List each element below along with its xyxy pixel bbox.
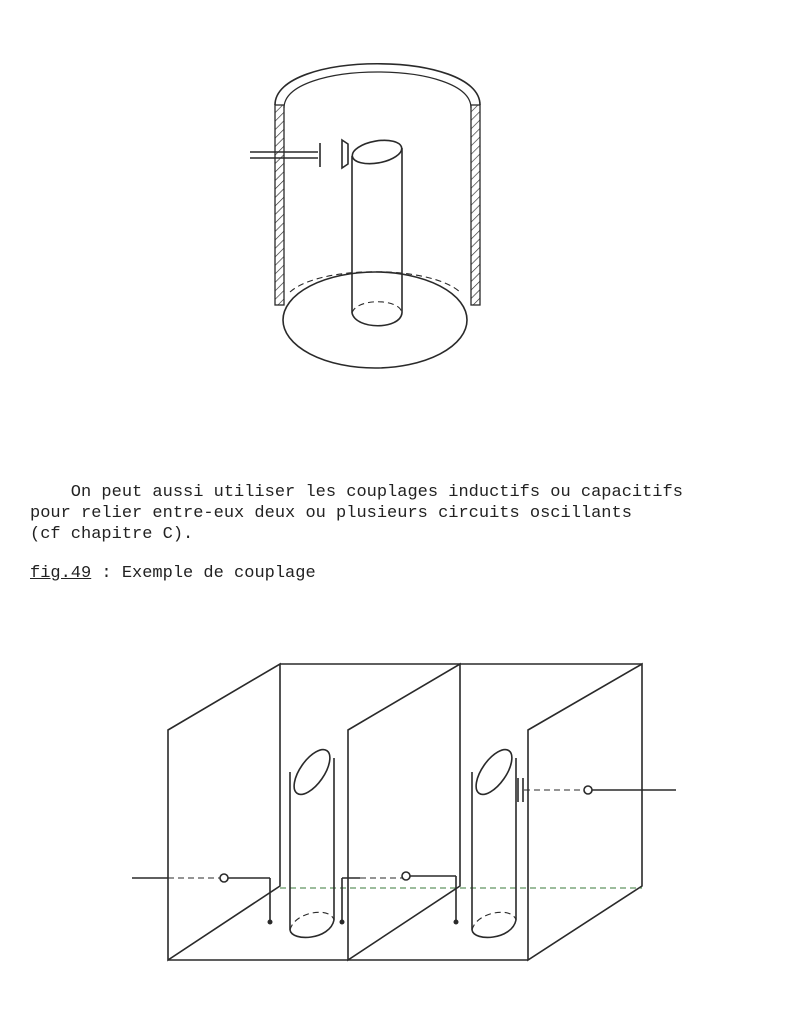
box-left-panel <box>168 664 280 960</box>
output-node <box>584 786 592 794</box>
paragraph-line-1: On peut aussi utiliser les couplages inductifs ou capacitifs <box>30 483 683 502</box>
figure-caption <box>30 563 316 584</box>
input-node <box>220 874 228 882</box>
coupling-left-ground <box>340 920 345 925</box>
cavity-resonator-diagram <box>230 30 510 380</box>
body-paragraph <box>30 482 780 545</box>
coupling-right-ground <box>454 920 459 925</box>
box-middle-partition <box>348 664 460 960</box>
box-right-panel <box>528 664 642 960</box>
figure-reference: fig.49 <box>30 564 92 583</box>
coupling-node <box>402 872 410 880</box>
conductor-cap-plate <box>342 140 348 168</box>
paragraph-line-2: pour relier entre-eux deux ou plusieurs circuits oscillants <box>30 504 632 523</box>
cavity-wall-right <box>471 105 480 305</box>
left-cylinder-bottom-hidden <box>290 912 334 930</box>
left-cylinder-bottom <box>290 920 334 937</box>
inner-conductor-bottom-hidden <box>352 302 402 313</box>
left-cylinder-top <box>287 744 336 800</box>
cavity-wall-left <box>275 105 284 305</box>
right-cylinder-bottom-hidden <box>472 912 516 930</box>
inner-conductor-top <box>350 137 403 167</box>
right-cylinder-bottom <box>472 920 516 937</box>
right-cylinder-top <box>469 744 518 800</box>
coupling-example-diagram <box>120 650 690 970</box>
paragraph-line-3: (cf chapitre C). <box>30 525 194 544</box>
cavity-base <box>283 272 467 368</box>
inner-conductor-bottom <box>352 313 402 326</box>
input-loop-ground <box>268 920 273 925</box>
cavity-base-hidden-edge <box>290 272 460 292</box>
caption-text: : Exemple de couplage <box>91 564 316 583</box>
cavity-dome-inner <box>284 72 471 108</box>
